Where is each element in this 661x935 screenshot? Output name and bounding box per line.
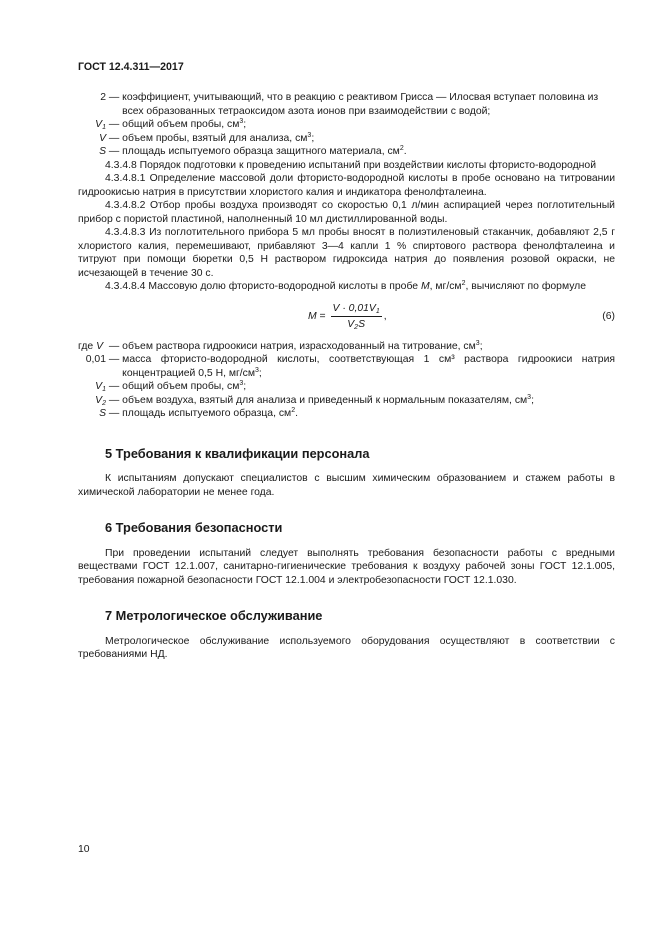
definition-punct: ; [311, 132, 315, 144]
clause-unit: , мг/см [429, 281, 462, 292]
definition-text: коэффициент, учитывающий, что в реакцию с реактивом Грисса — Илосвая вступает половина из всех образованных тетраоксидом азота ионов при взаимодействии с водой; [122, 92, 599, 117]
definition-s-b [78, 407, 615, 421]
section-6-text: При проведении испытаний следует выполнять требования безопасности работы с вредными веществами ГОСТ 12.1.007, санитарно-гигиенические требования к воздуху рабочей зоны ГОСТ 12.1.005, требования пожарной безопасности ГОСТ 12.1.004 и электробезопасности ГОСТ 12.1.030. [78, 547, 615, 586]
definition-term [78, 340, 106, 354]
definition-prefix: где [78, 340, 94, 352]
clause-unit-exponent: 2 [461, 280, 466, 287]
definition-dash: — [106, 132, 123, 144]
definition-text [122, 118, 615, 132]
definition-dash: — [106, 92, 123, 103]
definition-v1 [78, 118, 615, 132]
definition-unit-exponent: 3 [255, 366, 259, 374]
definition-term-subscript: 1 [102, 386, 106, 393]
definition-text-body: площадь испытуемого образца, см [122, 408, 292, 419]
definition-punct: ; [258, 367, 262, 379]
definition-v1-b [78, 380, 615, 394]
formula-numerator-subscript: 1 [375, 307, 380, 315]
definition-punct: ; [243, 381, 247, 392]
definition-unit-exponent: 3 [239, 380, 244, 387]
definition-unit-exponent: 2 [399, 145, 404, 152]
definition-text [122, 394, 615, 408]
formula-number: (6) [602, 310, 615, 322]
definition-term-letter: V [95, 381, 103, 392]
formula-denominator-tail: S [358, 319, 365, 330]
definition-term: S [99, 408, 106, 419]
definition-text-body: масса фтористо-водородной кислоты, соответствующая 1 см³ раствора гидроокиси натрия концентрацией 0,5 Н, мг/см [122, 354, 615, 379]
clause-4-3-4-8: 4.3.4.8 Порядок подготовки к проведению испытаний при воздействии кислоты фтористо-водородной [105, 159, 596, 171]
definition-term-letter: V [95, 119, 103, 130]
definition-term-subscript: 2 [102, 399, 106, 407]
definition-term [78, 394, 106, 408]
formula-6 [78, 298, 615, 338]
definition-v [78, 132, 615, 146]
formula-equals: = [316, 310, 329, 322]
section-7-text: Метрологическое обслуживание используемого оборудования осуществляют в соответствии с требованиями НД. [78, 635, 615, 660]
definition-text [122, 145, 615, 159]
definition-text-body: площадь испытуемого образца защитного материала, см [122, 146, 400, 157]
section-5-text: К испытаниям допускают специалистов с высшим химическим образованием и стажем работы в химической лаборатории не менее года. [78, 473, 615, 498]
definition-term-letter: V [96, 340, 103, 352]
clause-4-3-4-8-1: 4.3.4.8.1 Определение массовой доли фтористо-водородной кислоты в пробе основано на титровании гидроокисью натрия в присутствии хлористого калия и индикатора фенолфталеина. [78, 173, 615, 198]
definition-dash: — [106, 354, 123, 365]
definition-term: V [99, 132, 106, 144]
clause-4-3-4-8-2: 4.3.4.8.2 Отбор пробы воздуха производят со скоростью 0,1 л/мин аспирацией через поглотительный прибор с пористой пластиной, наполненный 10 мл дистиллированной воды. [78, 200, 615, 225]
definition-v2 [78, 394, 615, 408]
formula-denominator [347, 317, 365, 332]
definition-text-body: общий объем пробы, см [122, 119, 240, 130]
clause-4-3-4-8-3: 4.3.4.8.3 Из поглотительного прибора 5 мл пробы вносят в полиэтиленовый стаканчик, добавляют 2,5 г хлористого калия, перемешивают, прибавляют 3—4 капли 1 % спиртового раствора фенолфталеина и титруют при помощи бюретки 0,5 Н раствором гидроксида натрия до появления розовой окраски, не исчезающей в течение 30 с. [78, 227, 615, 279]
definition-dash: — [106, 381, 123, 392]
definition-punct: ; [243, 119, 247, 130]
formula-denominator-text: V [347, 319, 355, 330]
definition-unit-exponent: 2 [291, 407, 296, 414]
definition-where-v [78, 340, 615, 354]
formula-lhs: M [308, 310, 317, 322]
clause-tail: , вычисляют по формуле [465, 281, 587, 292]
definition-coefficient-2 [88, 91, 615, 118]
definition-punct: . [295, 408, 298, 419]
definition-punct: . [403, 146, 407, 157]
clause-text: 4.3.4.8.4 Массовую долю фтористо-водородной кислоты в пробе [105, 281, 421, 292]
definition-text [122, 132, 615, 146]
clause-variable: M [420, 281, 430, 292]
definition-text-body: объем воздуха, взятый для анализа и приведенный к нормальным показателям, см [122, 394, 528, 406]
definition-punct: ; [479, 340, 483, 352]
definition-text [122, 380, 615, 394]
page-content [78, 91, 615, 662]
formula-numerator-text: V · 0,01V [332, 302, 376, 314]
definition-text [122, 407, 615, 421]
definition-unit-exponent: 3 [475, 339, 480, 347]
definition-text-body: объем пробы, взятый для анализа, см [122, 132, 308, 144]
definition-dash: — [106, 119, 123, 130]
definition-text [122, 340, 615, 354]
definition-punct: ; [531, 394, 534, 406]
definition-dash: — [106, 340, 123, 352]
clause-4-3-4-8-4 [78, 280, 615, 294]
definition-s [78, 145, 615, 159]
formula-expression [308, 302, 387, 332]
section-5-heading: 5 Требования к квалификации персонала [105, 445, 370, 461]
definition-term: 2 [100, 92, 106, 103]
section-6-heading: 6 Требования безопасности [105, 520, 283, 535]
definition-term-letter: V [95, 394, 103, 406]
document-code-header: ГОСТ 12.4.311—2017 [78, 61, 184, 73]
definition-dash: — [106, 408, 123, 419]
formula-denominator-subscript: 2 [354, 324, 359, 331]
definition-text-body: общий объем пробы, см [122, 381, 240, 392]
definition-text [122, 353, 615, 380]
definition-term: S [99, 146, 106, 157]
definition-unit-exponent: 3 [527, 393, 532, 401]
section-7-heading: 7 Метрологическое обслуживание [105, 608, 323, 623]
definition-unit-exponent: 3 [239, 118, 244, 125]
formula-comma: , [383, 310, 387, 322]
definition-dash: — [106, 394, 123, 406]
formula-fraction [331, 302, 382, 332]
definition-term [78, 118, 106, 132]
definition-0-01 [78, 353, 615, 380]
definition-dash: — [106, 146, 123, 157]
definition-term: 0,01 [85, 354, 106, 365]
definition-term [78, 380, 106, 394]
definition-text-body: объем раствора гидроокиси натрия, израсходованный на титрование, см [122, 340, 476, 352]
definition-unit-exponent: 3 [307, 131, 312, 139]
formula-numerator [331, 302, 382, 318]
definition-term-subscript: 1 [102, 124, 106, 131]
page-number: 10 [78, 844, 90, 855]
